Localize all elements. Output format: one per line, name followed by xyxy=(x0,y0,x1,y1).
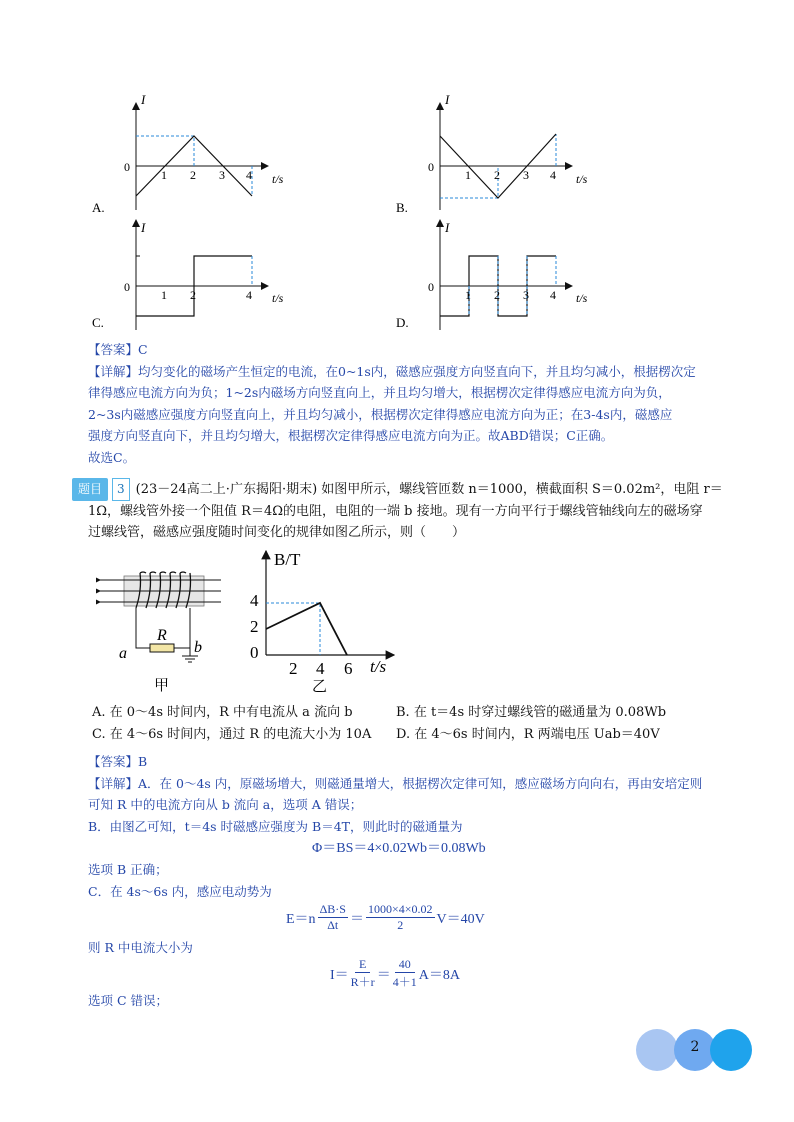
graph-d xyxy=(396,220,588,330)
chart-guide-line xyxy=(266,603,320,655)
answer-2-line: B．由图乙可知，t＝4s 时磁感应强度为 B＝4T，则此时的磁通量为 xyxy=(88,818,463,834)
x-tick-2: 2 xyxy=(289,659,298,678)
svg-text:0: 0 xyxy=(124,160,130,174)
svg-text:3: 3 xyxy=(523,168,529,182)
option-d-letter: D. xyxy=(396,315,409,330)
svg-text:2: 2 xyxy=(494,288,500,302)
graph-a xyxy=(92,92,284,215)
answer-2-c-line2: 则 R 中电流大小为 xyxy=(88,940,193,955)
svg-text:I: I xyxy=(445,220,450,235)
equation-emf: E＝n ΔB·S Δt ＝ 1000×4×0.02 2 V＝40V xyxy=(286,902,485,932)
svg-text:4: 4 xyxy=(246,168,252,182)
answer-1-line: 【详解】均匀变化的磁场产生恒定的电流，在0~1s内，磁感应强度方向竖直向下，并且均匀减小，根据楞次定 xyxy=(88,363,696,379)
equation-flux: Φ＝BS＝4×0.02Wb＝0.08Wb xyxy=(312,841,486,856)
svg-text:a: a xyxy=(119,645,127,662)
svg-text:3: 3 xyxy=(219,168,225,182)
svg-text:0: 0 xyxy=(124,280,130,294)
svg-text:2: 2 xyxy=(190,288,196,302)
y-tick-4: 4 xyxy=(250,591,259,610)
option-graphs xyxy=(0,0,794,340)
y-tick-2: 2 xyxy=(250,617,259,636)
question-3-line: 题目 3 (23－24高二上·广东揭阳·期末) 如图甲所示，螺线管匝数 n＝1000，横截面积 S＝0.02m²，电阻 r＝ xyxy=(72,478,732,501)
option-c-letter: C. xyxy=(92,315,104,330)
svg-text:t/s: t/s xyxy=(272,172,284,186)
question-number: 3 xyxy=(112,478,130,501)
question-3-options xyxy=(92,702,732,746)
svg-text:I: I xyxy=(141,220,146,235)
option-b[interactable]: B. 在 t＝4s 时穿过螺线管的磁通量为 0.08Wb xyxy=(396,705,667,720)
svg-text:1: 1 xyxy=(161,288,167,302)
svg-text:3: 3 xyxy=(523,288,529,302)
answer-2-block xyxy=(88,751,728,837)
graph-a-ylabel: I xyxy=(141,92,146,107)
answer-2-line: 【详解】A．在 0～4s 内，原磁场增大，则磁通量增大，根据楞次定律可知，感应磁场方向向右，再由安培定则 xyxy=(88,775,703,791)
figure-yi-chart xyxy=(246,545,406,695)
answer-2-line: 可知 R 中的电流方向从 b 流向 a，选项 A 错误； xyxy=(88,797,363,812)
option-b-letter: B. xyxy=(396,200,408,215)
svg-text:2: 2 xyxy=(494,168,500,182)
option-c[interactable]: C. 在 4～6s 时间内，通过 R 的电流大小为 10A xyxy=(92,727,372,742)
answer-1-line: 律得感应电流方向为负；1~2s内磁场方向竖直向上，并且均匀增大，根据楞次定律得感应电流方向为负， xyxy=(88,385,671,400)
graph-b xyxy=(396,92,588,215)
option-a-letter: A. xyxy=(92,200,105,215)
option-a[interactable]: A. 在 0～4s 时间内，R 中有电流从 a 流向 b xyxy=(92,705,353,720)
svg-text:4: 4 xyxy=(246,288,252,302)
svg-text:t/s: t/s xyxy=(576,172,588,186)
page-number: 2 xyxy=(690,1039,700,1055)
svg-text:t/s: t/s xyxy=(576,291,588,305)
svg-text:I: I xyxy=(445,92,450,107)
answer-1-line: 强度方向竖直向下，并且均匀增大，根据楞次定律得感应电流方向为正。故ABD错误；C正确。 xyxy=(88,428,614,443)
answer-2-c-line: C．在 4s～6s 内，感应电动势为 xyxy=(88,884,272,899)
option-d[interactable]: D. 在 4～6s 时间内，R 两端电压 Uab＝40V xyxy=(396,727,660,742)
question-tag: 题目 xyxy=(72,478,108,501)
figure-jia-caption: 甲 xyxy=(154,678,170,694)
x-tick-6: 6 xyxy=(344,659,353,678)
answer-2-label: 【答案】B xyxy=(88,754,148,769)
svg-text:b: b xyxy=(194,639,202,656)
question-3-line: 1Ω，螺线管外接一个阻值 R＝4Ω的电阻，电阻的一端 b 接地。现有一方向平行于螺线管轴线向左的磁场穿 xyxy=(88,504,703,519)
equation-current: I＝ E R＋r ＝ 40 4＋1 A＝8A xyxy=(330,957,460,989)
answer-1-line: 2~3s内磁感应强度方向竖直向上，并且均匀减小，根据楞次定律得感应电流方向为正；在3-4s内，磁感应 xyxy=(88,406,673,422)
x-tick-4: 4 xyxy=(316,659,325,678)
y-tick-0: 0 xyxy=(250,643,259,662)
svg-text:0: 0 xyxy=(428,160,434,174)
svg-text:4: 4 xyxy=(550,288,556,302)
figure-jia xyxy=(96,560,226,700)
chart-series-line xyxy=(266,603,347,655)
answer-2-c-result: 选项 C 错误； xyxy=(88,993,169,1008)
graph-c xyxy=(92,220,284,330)
svg-text:1: 1 xyxy=(161,168,167,182)
chart-ylabel: B/T xyxy=(274,550,301,569)
answer-1-block xyxy=(88,339,728,468)
answer-1-label: 【答案】C xyxy=(88,342,148,357)
svg-text:t/s: t/s xyxy=(272,291,284,305)
svg-text:1: 1 xyxy=(465,168,471,182)
figure-yi-caption: 乙 xyxy=(312,679,328,695)
resistor xyxy=(150,644,174,652)
question-3 xyxy=(72,478,732,543)
svg-text:1: 1 xyxy=(465,288,471,302)
answer-1-line: 故选C。 xyxy=(88,449,136,465)
page-decoration-circle xyxy=(636,1029,678,1071)
svg-text:0: 0 xyxy=(428,280,434,294)
question-3-line: 过螺线管，磁感应强度随时间变化的规律如图乙所示，则（ ） xyxy=(88,525,466,540)
answer-2-b-result: 选项 B 正确； xyxy=(88,862,168,877)
chart-xlabel: t/s xyxy=(370,657,387,676)
svg-text:2: 2 xyxy=(190,168,196,182)
svg-text:4: 4 xyxy=(550,168,556,182)
page-decoration-circle xyxy=(710,1029,752,1071)
svg-text:R: R xyxy=(157,627,167,644)
